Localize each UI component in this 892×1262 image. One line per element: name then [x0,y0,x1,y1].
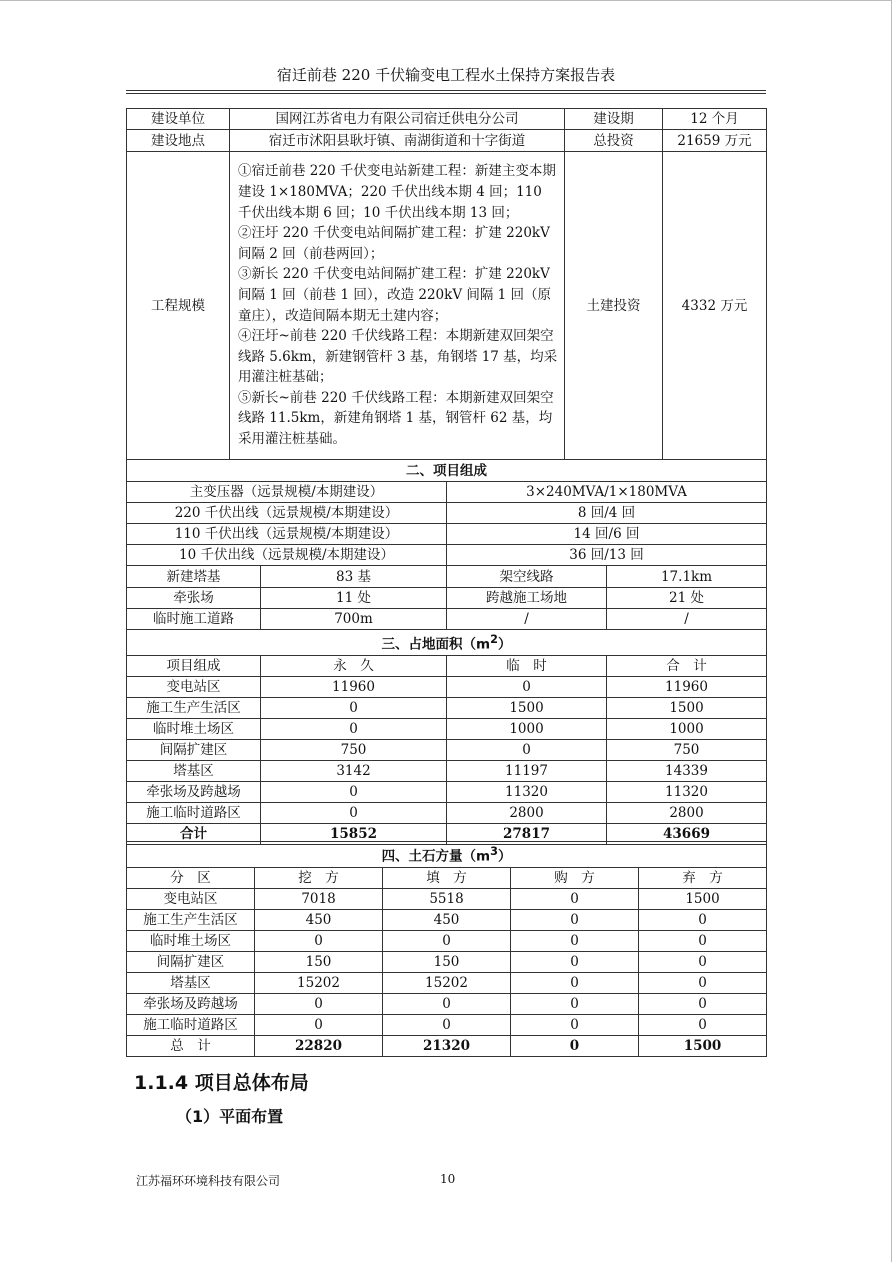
table-row [127,503,767,524]
table-row [127,109,767,130]
cell-label-total-investment: 总投资 [565,130,663,152]
cell: 架空线路 [447,566,607,588]
cell: 450 [383,909,511,930]
land-area-table [126,565,767,845]
cell-value: 8 回/4 回 [447,503,767,524]
cell: 0 [639,951,767,972]
cell: 150 [383,951,511,972]
table-row [127,909,767,930]
cell-label: 主变压器（远景规模/本期建设） [127,482,447,503]
cell: 1500 [447,697,607,718]
section-title-land-area [127,630,767,656]
column-header: 购 方 [511,867,639,888]
page-number: 10 [440,1172,456,1186]
section-row [127,630,767,656]
table-row [127,697,767,718]
column-header: 填 方 [383,867,511,888]
column-header: 项目组成 [127,655,261,676]
cell-label-construction-unit: 建设单位 [127,109,230,130]
unit-superscript: 2 [490,633,498,646]
cell-civil-investment: 4332 万元 [663,152,767,460]
cell-construction-unit: 国网江苏省电力有限公司宿迁供电分公司 [230,109,565,130]
section-title-end: ） [497,848,512,865]
cell: 15202 [383,972,511,993]
earthwork-table [126,841,767,1057]
cell: 0 [255,993,383,1014]
cell-label: 110 千伏出线（远景规模/本期建设） [127,524,447,545]
table-row [127,993,767,1014]
cell: 0 [639,909,767,930]
cell: 27817 [447,823,607,844]
section-heading-layout: 1.1.4 项目总体布局 [134,1072,309,1094]
cell-label: 220 千伏出线（远景规模/本期建设） [127,503,447,524]
cell: 3142 [261,760,447,781]
cell: 22820 [255,1035,383,1056]
scale-item-1: ①宿迁前巷 220 千伏变电站新建工程：新建主变本期建设 1×180MVA；220 千伏出线本期 4 回；110 千伏出线本期 6 回；10 千伏出线本期 13 回； [238,163,556,221]
section-title-composition: 二、项目组成 [127,460,767,482]
scale-item-2: ②汪圩 220 千伏变电站间隔扩建工程：扩建 220kV 间隔 2 回（前巷两回）； [238,225,550,262]
cell: 11320 [607,781,767,802]
cell: 0 [511,951,639,972]
column-header: 弃 方 [639,867,767,888]
cell: 牵张场 [127,588,261,609]
cell: 跨越施工场地 [447,588,607,609]
cell: / [607,609,767,630]
column-header: 挖 方 [255,867,383,888]
cell: 施工生产生活区 [127,909,255,930]
section-title-earthwork [127,842,767,868]
table-row [127,130,767,152]
cell-value: 3×240MVA/1×180MVA [447,482,767,503]
cell: 15852 [261,823,447,844]
table-row [127,781,767,802]
cell: 塔基区 [127,760,261,781]
scale-item-4: ④汪圩~前巷 220 千伏线路工程：本期新建双回架空线路 5.6km，新建钢管杆 3 基，角钢塔 17 基，均采用灌注桩基础； [238,328,558,386]
cell: 0 [261,697,447,718]
cell: 1500 [639,1035,767,1056]
cell: 总 计 [127,1035,255,1056]
cell: 2800 [447,802,607,823]
footer-company: 江苏福环环境科技有限公司 [136,1174,281,1188]
cell: 间隔扩建区 [127,739,261,760]
cell: 15202 [255,972,383,993]
table-row [127,524,767,545]
cell: 1000 [447,718,607,739]
cell: 0 [511,972,639,993]
cell: 塔基区 [127,972,255,993]
cell: 5518 [383,888,511,909]
cell: 0 [511,909,639,930]
cell: 临时施工道路 [127,609,261,630]
cell: 1500 [639,888,767,909]
cell-label-construction-period: 建设期 [565,109,663,130]
cell: 0 [511,1014,639,1035]
header-row [127,867,767,888]
cell-project-scale [230,152,565,460]
column-header: 分 区 [127,867,255,888]
table-row [127,1014,767,1035]
cell: 21320 [383,1035,511,1056]
table-row [127,545,767,566]
cell: 变电站区 [127,888,255,909]
cell: 0 [255,930,383,951]
table-row [127,588,767,609]
cell-label-civil-investment: 土建投资 [565,152,663,460]
table-row [127,930,767,951]
cell: 750 [607,739,767,760]
cell: 43669 [607,823,767,844]
cell: 0 [639,1014,767,1035]
cell: 0 [639,930,767,951]
table-row [127,888,767,909]
table-row [127,676,767,697]
cell-construction-period: 12 个月 [663,109,767,130]
cell: 0 [261,718,447,739]
cell: 83 基 [261,566,447,588]
table-row [127,566,767,588]
cell: 14339 [607,760,767,781]
page-header-title: 宿迁前巷 220 千伏输变电工程水土保持方案报告表 [276,66,616,84]
cell: 临时堆土场区 [127,718,261,739]
cell: 150 [255,951,383,972]
cell: 变电站区 [127,676,261,697]
cell: 合计 [127,823,261,844]
cell: 11960 [607,676,767,697]
cell: 0 [511,1035,639,1056]
cell: 临时堆土场区 [127,930,255,951]
cell: 11197 [447,760,607,781]
column-header: 临 时 [447,655,607,676]
cell: 0 [447,676,607,697]
cell: 0 [511,888,639,909]
cell: 11320 [447,781,607,802]
cell: 0 [261,802,447,823]
cell: 700m [261,609,447,630]
cell: 0 [255,1014,383,1035]
cell: 1000 [607,718,767,739]
section-title-text: 四、土石方量（m [381,848,491,865]
cell-total-investment: 21659 万元 [663,130,767,152]
cell: 11960 [261,676,447,697]
header-row [127,655,767,676]
cell: 0 [511,930,639,951]
cell: 0 [383,993,511,1014]
header-rule [126,90,766,94]
cell: 施工临时道路区 [127,802,261,823]
cell: 450 [255,909,383,930]
cell: 7018 [255,888,383,909]
cell-label-project-scale: 工程规模 [127,152,230,460]
cell: 17.1km [607,566,767,588]
section-title-end: ） [497,636,512,653]
cell: 0 [261,781,447,802]
cell: 0 [383,1014,511,1035]
cell: 牵张场及跨越场 [127,993,255,1014]
cell-value: 14 回/6 回 [447,524,767,545]
scale-item-3: ③新长 220 千伏变电站间隔扩建工程：扩建 220kV 间隔 1 回（前巷 1 回），改造 220kV 间隔 1 回（原童庄），改造间隔本期无土建内容； [238,266,552,324]
column-header: 永 久 [261,655,447,676]
cell-construction-site: 宿迁市沭阳县耿圩镇、南湖街道和十字街道 [230,130,565,152]
cell: 施工临时道路区 [127,1014,255,1035]
table-row [127,609,767,630]
table-row [127,760,767,781]
cell: 新建塔基 [127,566,261,588]
cell: 0 [511,993,639,1014]
project-info-table [126,108,767,460]
table-row [127,739,767,760]
section-row [127,460,767,482]
section-row [127,842,767,868]
cell: 0 [383,930,511,951]
table-row [127,972,767,993]
cell: 750 [261,739,447,760]
table-row [127,951,767,972]
cell: 0 [639,972,767,993]
table-row [127,152,767,460]
cell: 间隔扩建区 [127,951,255,972]
subheading-plan-layout: （1）平面布置 [176,1107,284,1126]
column-header: 合 计 [607,655,767,676]
unit-superscript: 3 [490,845,498,858]
cell: 11 处 [261,588,447,609]
cell: 2800 [607,802,767,823]
cell: 21 处 [607,588,767,609]
composition-table [126,459,767,566]
cell: 牵张场及跨越场 [127,781,261,802]
cell: 1500 [607,697,767,718]
scale-item-5: ⑤新长~前巷 220 千伏线路工程：本期新建双回架空线路 11.5km，新建角钢塔 1 基，钢管杆 62 基，均采用灌注桩基础。 [238,389,554,448]
total-row [127,1035,767,1056]
cell: / [447,609,607,630]
cell-value: 36 回/13 回 [447,545,767,566]
table-row [127,718,767,739]
section-title-text: 三、占地面积（m [381,636,491,653]
cell: 施工生产生活区 [127,697,261,718]
cell: 0 [447,739,607,760]
table-row [127,482,767,503]
cell: 0 [639,993,767,1014]
cell-label: 10 千伏出线（远景规模/本期建设） [127,545,447,566]
cell-label-construction-site: 建设地点 [127,130,230,152]
table-row [127,802,767,823]
